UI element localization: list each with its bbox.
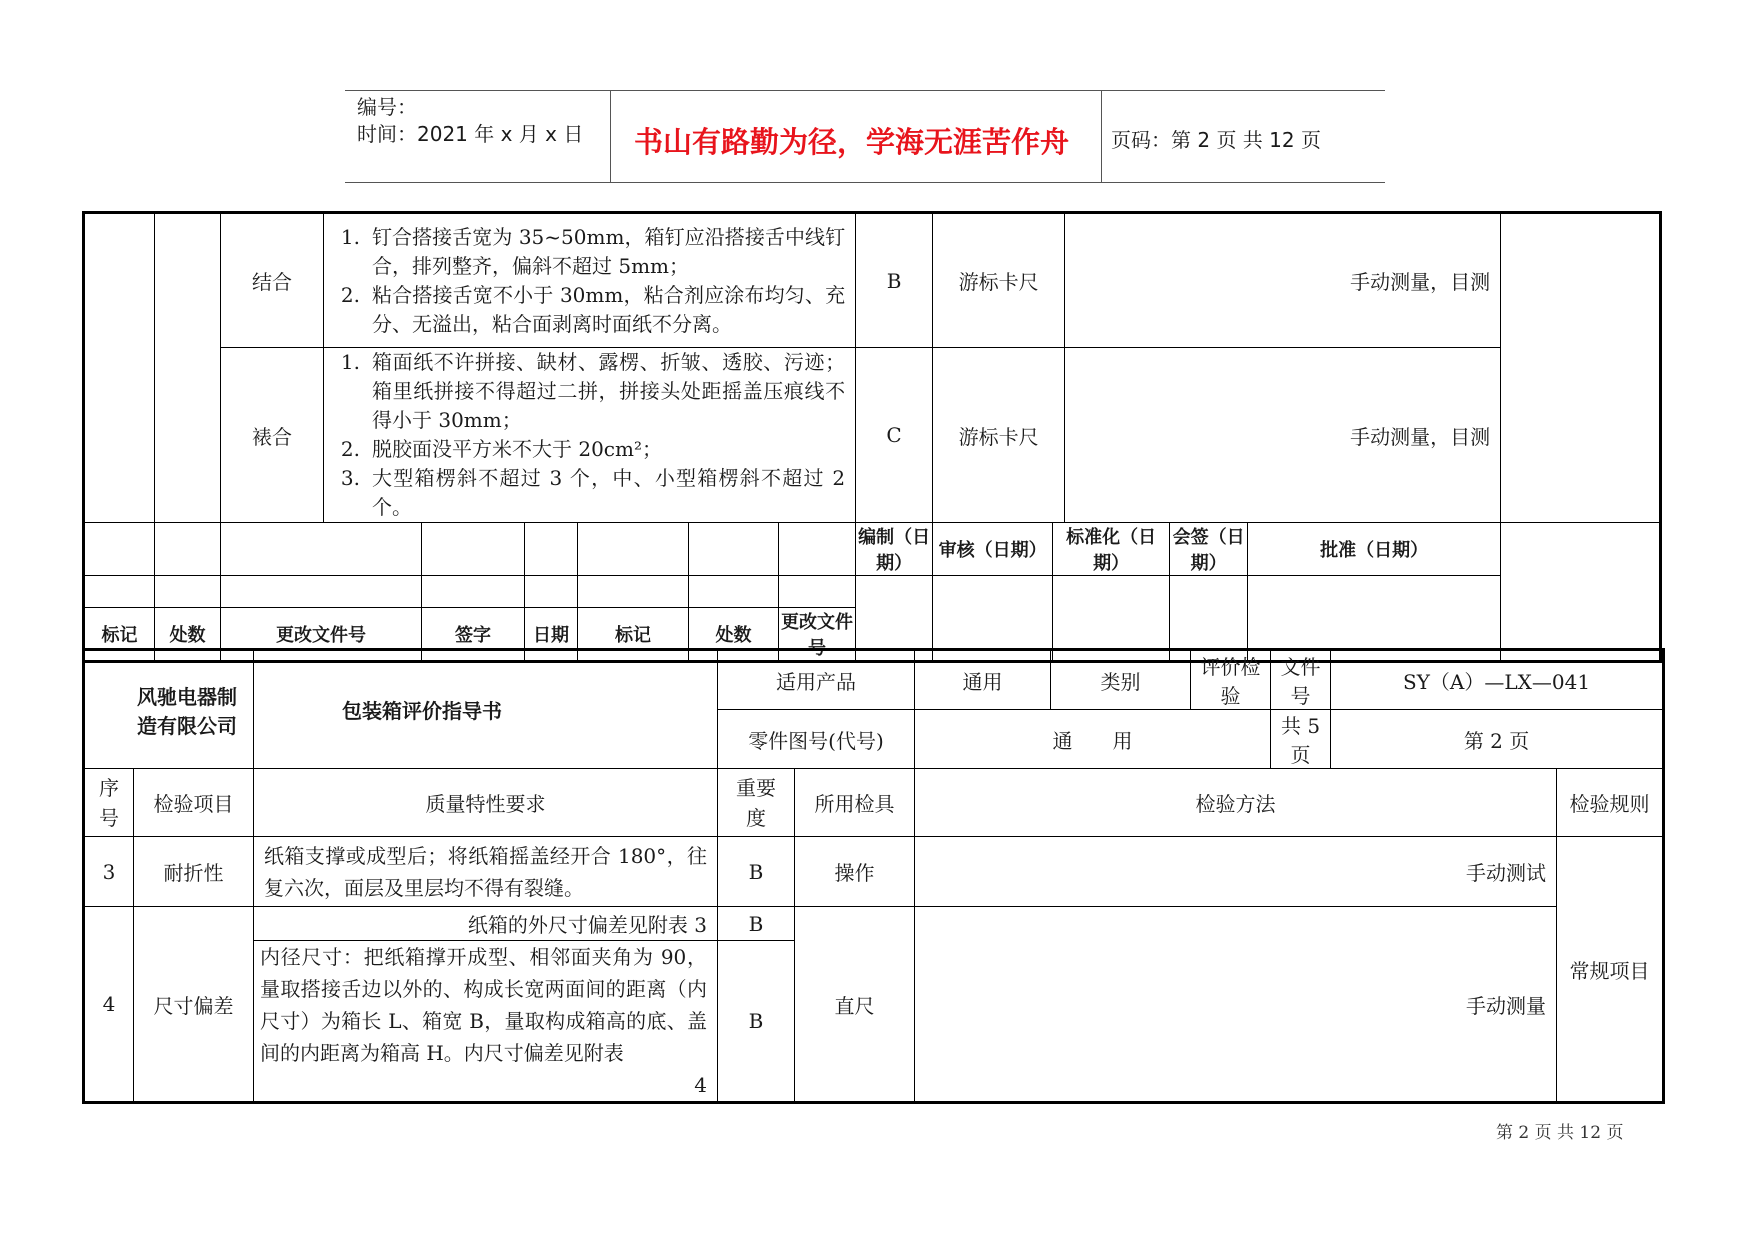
list-item bbox=[324, 281, 845, 339]
revision-cell bbox=[221, 523, 422, 576]
sub-item-cell bbox=[221, 348, 324, 523]
doc-header-row bbox=[84, 650, 1664, 710]
revision-header: 标记 bbox=[578, 608, 689, 662]
method-cell: 手动测量，目测 bbox=[1065, 348, 1501, 523]
sub-item-label: 结合 bbox=[252, 270, 292, 294]
revision-cell bbox=[779, 523, 856, 576]
list-item bbox=[324, 435, 845, 464]
applicable-product-label: 适用产品 bbox=[718, 650, 915, 710]
sign-header: 审核（日期） bbox=[933, 523, 1053, 576]
col-header-item: 检验项目 bbox=[134, 769, 254, 837]
method-cell: 手动测量，目测 bbox=[1065, 213, 1501, 348]
list-item bbox=[324, 348, 845, 435]
col-header-seq: 序号 bbox=[84, 769, 134, 837]
requirement-cell: 纸箱的外尺寸偏差见附表 3 bbox=[254, 907, 718, 941]
seq-cell bbox=[84, 213, 155, 523]
total-pages: 共 5 页 bbox=[1271, 710, 1331, 769]
importance-cell: C bbox=[856, 348, 933, 523]
revision-header: 更改文件号 bbox=[779, 608, 856, 662]
importance-cell: B bbox=[718, 907, 795, 941]
importance-cell: B bbox=[718, 837, 795, 907]
requirement-list bbox=[324, 348, 855, 522]
table-row bbox=[84, 213, 1661, 348]
revision-cell bbox=[422, 576, 525, 608]
list-text: 大型箱楞斜不超过 3 个，中、小型箱楞斜不超过 2 个。 bbox=[372, 466, 846, 519]
revision-row bbox=[84, 576, 1661, 608]
header-top-rule bbox=[345, 90, 1385, 91]
requirement-text: 内径尺寸：把纸箱撑开成型、相邻面夹角为 90，量取搭接舌边以外的、构成长宽两面间的距离（内尺寸）为箱长 L、箱宽 B，量取构成箱高的底、盖间的内距离为箱高 H。内尺寸偏差见附表 bbox=[260, 945, 707, 1065]
doc-no-label: 文件号 bbox=[1271, 650, 1331, 710]
revision-header: 更改文件号 bbox=[221, 608, 422, 662]
header-divider-2 bbox=[1101, 90, 1102, 183]
revision-cell bbox=[525, 576, 578, 608]
applicable-product-value: 通用 bbox=[915, 650, 1051, 710]
table-row bbox=[84, 907, 1664, 941]
motto: 书山有路勤为径，学海无涯苦作舟 bbox=[634, 125, 1070, 159]
revision-cell bbox=[155, 576, 221, 608]
tool-cell: 直尺 bbox=[795, 907, 915, 1103]
col-header-importance: 重要度 bbox=[718, 769, 795, 837]
col-header-rule: 检验规则 bbox=[1557, 769, 1664, 837]
method-cell: 手动测量 bbox=[915, 907, 1557, 1103]
upper-table bbox=[82, 211, 1662, 663]
revision-header: 处数 bbox=[689, 608, 779, 662]
revision-cell bbox=[578, 576, 689, 608]
revision-cell bbox=[689, 576, 779, 608]
category-value: 评价检验 bbox=[1191, 650, 1271, 710]
sign-header: 编制（日期） bbox=[856, 523, 933, 576]
company-name: 风驰电器制造有限公司 bbox=[84, 650, 254, 769]
revision-header: 处数 bbox=[155, 608, 221, 662]
requirement-cell bbox=[324, 213, 856, 348]
header-divider-1 bbox=[610, 90, 611, 183]
revision-cell bbox=[155, 523, 221, 576]
footer-page: 第 2 页 共 12 页 bbox=[1496, 1123, 1624, 1143]
current-page: 第 2 页 bbox=[1331, 710, 1664, 769]
requirement-cell: 纸箱支撑或成型后；将纸箱摇盖经开合 180°，往复六次，面层及里层均不得有裂缝。 bbox=[254, 837, 718, 907]
revision-cell bbox=[84, 576, 155, 608]
importance-cell: B bbox=[718, 941, 795, 1103]
revision-cell bbox=[221, 576, 422, 608]
requirement-list bbox=[324, 223, 855, 339]
list-item bbox=[324, 464, 845, 522]
revision-cell bbox=[84, 523, 155, 576]
seq-cell: 3 bbox=[84, 837, 134, 907]
col-header-tool: 所用检具 bbox=[795, 769, 915, 837]
table-row bbox=[84, 348, 1661, 523]
list-number: 2. bbox=[340, 437, 360, 461]
seq-cell: 4 bbox=[84, 907, 134, 1103]
doc-title: 包装箱评价指导书 bbox=[254, 650, 718, 769]
list-number: 1. bbox=[340, 224, 360, 249]
list-item bbox=[324, 223, 845, 281]
item-group-cell bbox=[155, 213, 221, 523]
tool-cell: 操作 bbox=[795, 837, 915, 907]
sub-item-label: 裱合 bbox=[252, 424, 292, 449]
revision-header: 签字 bbox=[422, 608, 525, 662]
header-page-info: 页码：第 2 页 共 12 页 bbox=[1111, 128, 1321, 152]
method-cell: 手动测试 bbox=[915, 837, 1557, 907]
doc-no-value: SY（A）—LX—041 bbox=[1331, 650, 1664, 710]
list-number: 2. bbox=[340, 282, 360, 307]
part-no-value: 通 用 bbox=[915, 710, 1271, 769]
list-text: 脱胶面没平方米不大于 20cm²； bbox=[372, 437, 662, 461]
rule-cell bbox=[1501, 213, 1661, 523]
list-text: 粘合搭接舌宽不小于 30mm，粘合剂应涂布均匀、充分、无溢出，粘合面剥离时面纸不分离。 bbox=[372, 282, 846, 336]
list-text: 箱面纸不许拼接、缺材、露楞、折皱、透胶、污迹；箱里纸拼接不得超过二拼，拼接头处距摇盖压痕线不得小于 30mm； bbox=[372, 350, 846, 432]
list-text: 钉合搭接舌宽为 35~50mm，箱钉应沿搭接舌中线钉合，排列整齐，偏斜不超过 5mm； bbox=[372, 224, 846, 278]
item-cell: 尺寸偏差 bbox=[134, 907, 254, 1103]
item-cell: 耐折性 bbox=[134, 837, 254, 907]
col-header-requirement: 质量特性要求 bbox=[254, 769, 718, 837]
sub-item-cell bbox=[221, 213, 324, 348]
date-label: 时间：2021 年 x 月 x 日 bbox=[357, 122, 584, 146]
lower-table bbox=[82, 648, 1665, 1104]
revision-cell bbox=[422, 523, 525, 576]
list-number: 1. bbox=[340, 350, 360, 374]
revision-cell bbox=[525, 523, 578, 576]
part-no-label: 零件图号(代号) bbox=[718, 710, 915, 769]
tool-cell: 游标卡尺 bbox=[933, 213, 1065, 348]
revision-cell bbox=[779, 576, 856, 608]
sign-header: 标准化（日期） bbox=[1053, 523, 1170, 576]
list-number: 3. bbox=[340, 466, 360, 490]
revision-cell bbox=[689, 523, 779, 576]
tool-cell: 游标卡尺 bbox=[933, 348, 1065, 523]
col-header-method: 检验方法 bbox=[915, 769, 1557, 837]
revision-header: 日期 bbox=[525, 608, 578, 662]
sign-header: 批准（日期） bbox=[1248, 523, 1501, 576]
serial-label: 编号： bbox=[357, 95, 417, 119]
revision-row bbox=[84, 523, 1661, 576]
requirement-cell bbox=[324, 348, 856, 523]
header-bottom-rule bbox=[345, 182, 1385, 183]
category-label: 类别 bbox=[1051, 650, 1191, 710]
importance-cell: B bbox=[856, 213, 933, 348]
table-row bbox=[84, 837, 1664, 907]
revision-cell bbox=[578, 523, 689, 576]
column-header-row bbox=[84, 769, 1664, 837]
requirement-text-tail: 4 bbox=[694, 1073, 707, 1097]
revision-header: 标记 bbox=[84, 608, 155, 662]
rule-cell: 常规项目 bbox=[1557, 837, 1664, 1103]
sign-header: 会签（日期） bbox=[1170, 523, 1248, 576]
requirement-cell bbox=[254, 941, 718, 1103]
